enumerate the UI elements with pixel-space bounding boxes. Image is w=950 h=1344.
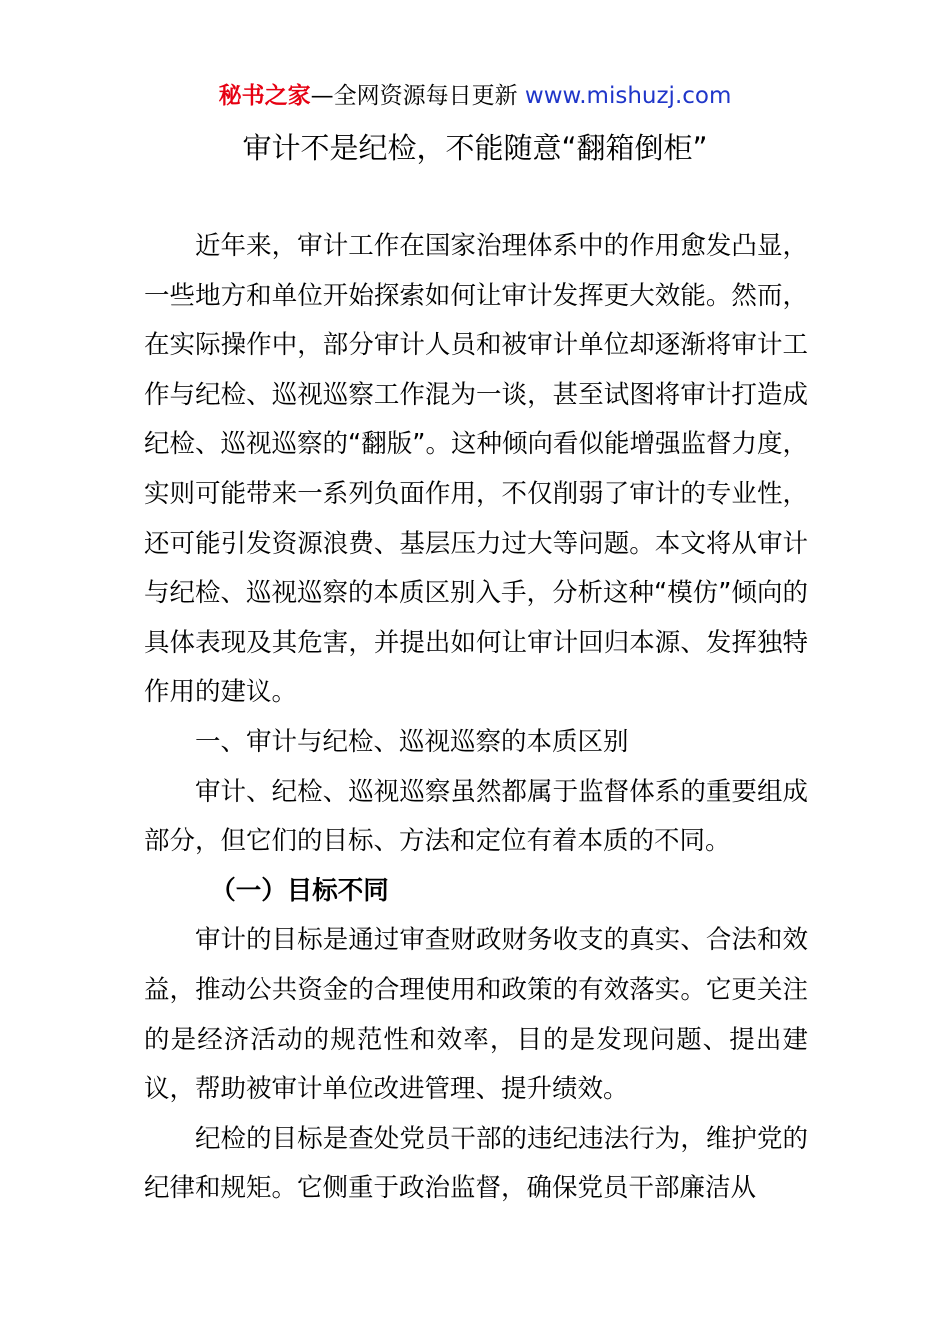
paragraph-audit-goal: 审计的目标是通过审查财政财务收支的真实、合法和效益，推动公共资金的合理使用和政策的有效落实。它更关注的是经济活动的规范性和效率，目的是发现问题、提出建议，帮助被审计单位改进管理、提升绩效。: [144, 925, 808, 1105]
paragraph-section-intro: 审计、纪检、巡视巡察虽然都属于监督体系的重要组成部分，但它们的目标、方法和定位有着本质的不同。: [144, 776, 808, 857]
subsection-heading-1: （一）目标不同: [210, 875, 389, 906]
paragraph-discipline-goal: 纪检的目标是查处党员干部的违纪违法行为，维护党的纪律和规矩。它侧重于政治监督，确保党员干部廉洁从: [144, 1123, 808, 1204]
document-title: 审计不是纪检，不能随意“翻箱倒柜”: [242, 131, 708, 165]
site-url-link[interactable]: www.mishuzj.com: [524, 83, 732, 109]
section-heading-1: 一、审计与纪检、巡视巡察的本质区别: [195, 726, 629, 757]
site-header: [0, 80, 950, 112]
site-tagline: —全网资源每日更新: [310, 83, 525, 109]
site-brand: 秘书之家: [218, 83, 311, 109]
document-body: [144, 222, 808, 1214]
paragraph-intro: 近年来，审计工作在国家治理体系中的作用愈发凸显，一些地方和单位开始探索如何让审计发挥更大效能。然而，在实际操作中，部分审计人员和被审计单位却逐渐将审计工作与纪检、巡视巡察工作混为一谈，甚至试图将审计打造成纪检、巡视巡察的“翻版”。这种倾向看似能增强监督力度，实则可能带来一系列负面作用，不仅削弱了审计的专业性，还可能引发资源浪费、基层压力过大等问题。本文将从审计与纪检、巡视巡察的本质区别入手，分析这种“模仿”倾向的具体表现及其危害，并提出如何让审计回归本源、发挥独特作用的建议。: [144, 231, 808, 708]
